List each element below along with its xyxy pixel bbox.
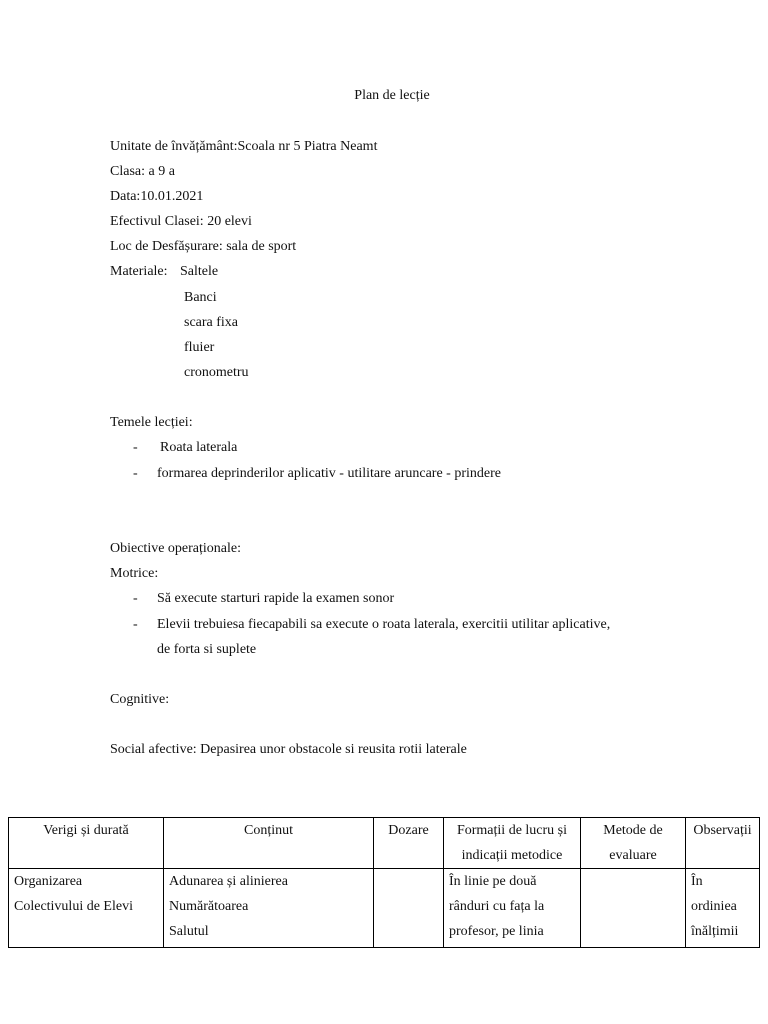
materiale-item: fluier (184, 340, 215, 355)
table-row (9, 869, 760, 948)
efectiv-line: Efectivul Clasei: 20 elevi (110, 214, 252, 229)
tema-item: formarea deprinderilor aplicativ - utilitare aruncare - prindere (157, 466, 501, 481)
materiale-label: Materiale: (110, 264, 168, 279)
unitate-line: Unitate de învățământ:Scoala nr 5 Piatra Neamt (110, 139, 378, 154)
header-observatii: Observații (686, 818, 760, 869)
motrice-item-continued: de forta si suplete (157, 642, 257, 657)
teme-label: Temele lecției: (110, 415, 193, 430)
cell-dozare (374, 869, 444, 948)
cell-continut: Adunarea și alinierea Numărătoarea Salutul (164, 869, 374, 948)
bullet-dash: - (133, 617, 138, 632)
cell-formatii: În linie pe două rânduri cu fața la profesor, pe linia (444, 869, 581, 948)
materiale-item: Banci (184, 290, 217, 305)
header-formatii: Formații de lucru și indicații metodice (444, 818, 581, 869)
materiale-item: scara fixa (184, 315, 239, 330)
materiale-item: cronometru (184, 365, 249, 380)
obiective-label: Obiective operaționale: (110, 541, 241, 556)
social-afective-line: Social afective: Depasirea unor obstacole si reusita rotii laterale (110, 742, 467, 757)
cell-verigi: Organizarea Colectivului de Elevi (9, 869, 164, 948)
bullet-dash: - (133, 440, 138, 455)
motrice-label: Motrice: (110, 566, 159, 581)
data-line: Data:10.01.2021 (110, 189, 204, 204)
bullet-dash: - (133, 466, 138, 481)
header-dozare: Dozare (374, 818, 444, 869)
lesson-table (8, 817, 760, 948)
cell-metode (581, 869, 686, 948)
header-verigi: Verigi și durată (9, 818, 164, 869)
cognitive-label: Cognitive: (110, 692, 170, 707)
page-title: Plan de lecție (354, 88, 430, 103)
header-continut: Conținut (164, 818, 374, 869)
cell-observatii: În ordiniea înălțimii (686, 869, 760, 948)
clasa-line: Clasa: a 9 a (110, 164, 175, 179)
motrice-item: Să execute starturi rapide la examen sonor (157, 591, 395, 606)
motrice-item: Elevii trebuiesa fiecapabili sa execute o roata laterala, exercitii utilitar aplicative, (157, 617, 611, 632)
loc-line: Loc de Desfășurare: sala de sport (110, 239, 297, 254)
tema-item: Roata laterala (160, 440, 238, 455)
materiale-item: Saltele (180, 264, 219, 279)
table-header-row (9, 818, 760, 869)
header-metode: Metode de evaluare (581, 818, 686, 869)
bullet-dash: - (133, 591, 138, 606)
